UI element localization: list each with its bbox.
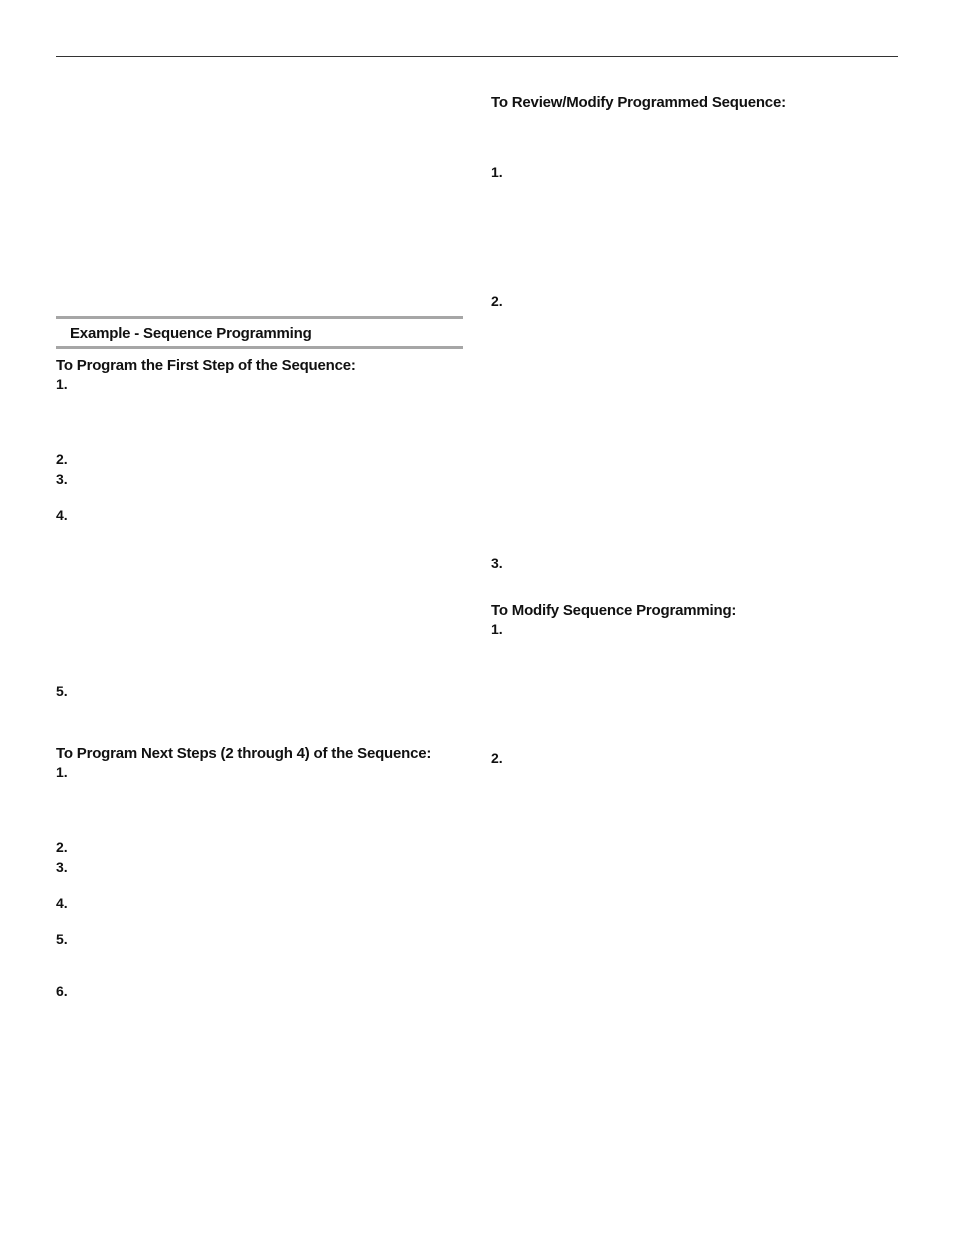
example-box-bottom-rule: [56, 346, 463, 349]
next-step-number: 5.: [56, 931, 68, 947]
modify-step-number: 2.: [491, 750, 503, 766]
next-step-number: 4.: [56, 895, 68, 911]
review-step-number: 3.: [491, 555, 503, 571]
example-box-title: Example - Sequence Programming: [70, 325, 312, 342]
first-step-number: 2.: [56, 451, 68, 467]
next-step-number: 3.: [56, 859, 68, 875]
next-step-number: 1.: [56, 764, 68, 780]
review-step-number: 1.: [491, 164, 503, 180]
modify-heading: To Modify Sequence Programming:: [491, 602, 737, 619]
next-step-number: 2.: [56, 839, 68, 855]
first-step-number: 5.: [56, 683, 68, 699]
next-steps-heading: To Program Next Steps (2 through 4) of the Sequence:: [56, 745, 432, 762]
review-heading: To Review/Modify Programmed Sequence:: [491, 94, 786, 111]
top-rule: [56, 56, 898, 57]
first-step-heading: To Program the First Step of the Sequence:: [56, 357, 356, 374]
modify-step-number: 1.: [491, 621, 503, 637]
next-step-number: 6.: [56, 983, 68, 999]
review-step-number: 2.: [491, 293, 503, 309]
first-step-number: 3.: [56, 471, 68, 487]
first-step-number: 4.: [56, 507, 68, 523]
first-step-number: 1.: [56, 376, 68, 392]
example-box-top-rule: [56, 316, 463, 319]
